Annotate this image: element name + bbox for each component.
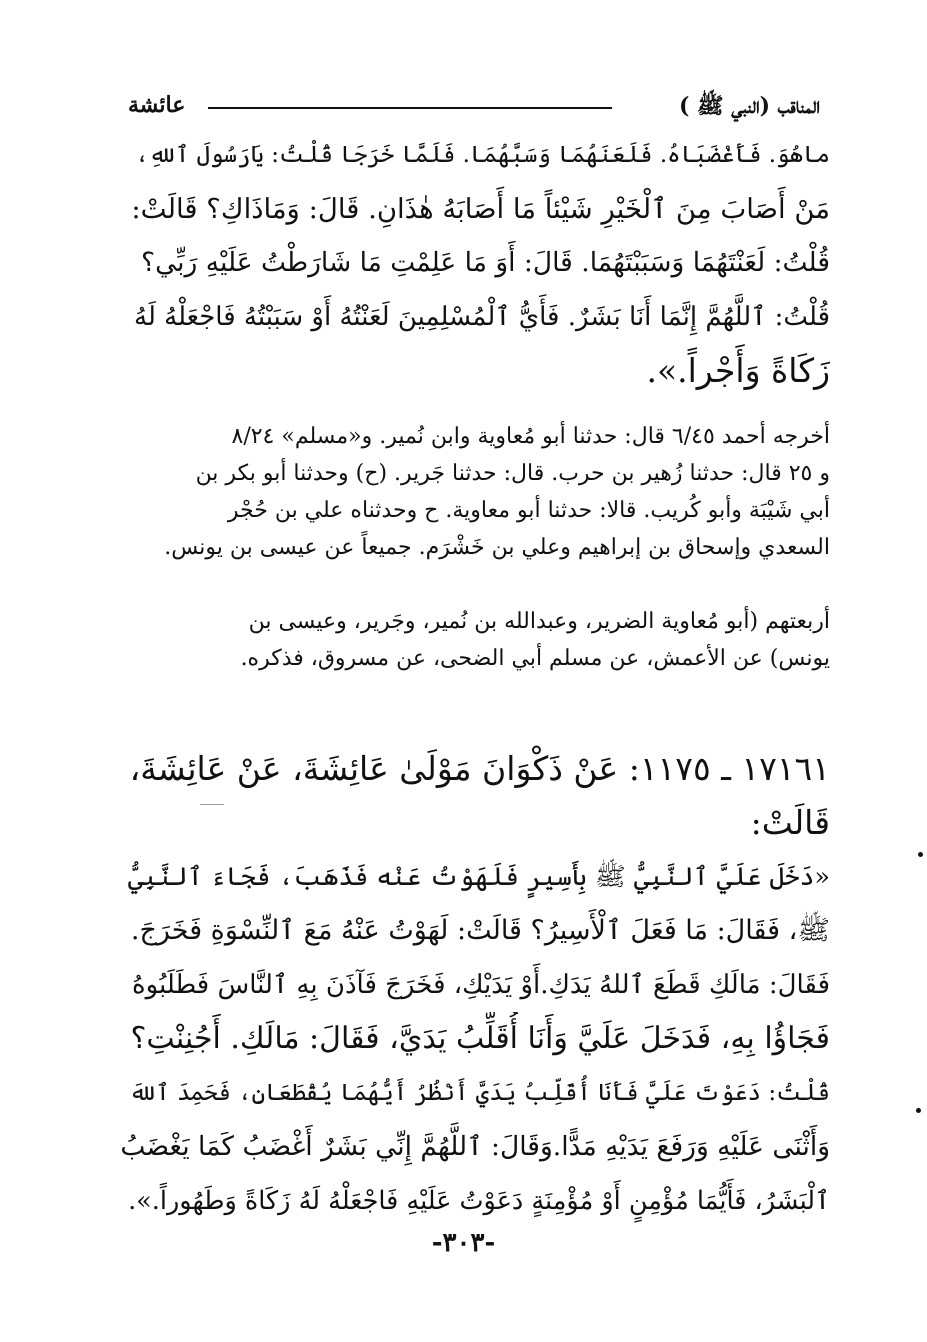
text-line: ماهُوَ. فَأَغْضَبَاهُ. فَلَعَنَهُمَا وَسَبَّهُمَا. فَلَمَّا خَرَجَا قُلْتُ: يَارَسُولَ ٱللهِ، bbox=[135, 142, 830, 168]
text-line: قُلْتُ: لَعَنْتَهُمَا وَسَبَبْتَهُمَا. قَالَ: أَوَ مَا عَلِمْتِ مَا شَارَطْتُ عَلَيْهِ رَبِّي؟ bbox=[141, 247, 830, 278]
text-line: مَنْ أَصَابَ مِنَ ٱلْخَيْرِ شَيْئاً مَا أَصَابَهُ هٰذَانِ. قَالَ: وَمَاذَاكِ؟ قَالَتْ: bbox=[131, 193, 830, 225]
text-line: زَكَاةً وَأَجْراً.». bbox=[646, 351, 830, 390]
hadith-number-line: ١٧١٦١ ـ ١١٧٥: عَنْ ذَكْوَانَ مَوْلَىٰ عَائِشَةَ، عَنْ عَائِشَةَ، bbox=[130, 749, 830, 788]
hadith-continued-text bbox=[130, 128, 830, 398]
text-line: أخرجه أحمد ٦/٤٥ قال: حدثنا أبو مُعاوية وابن نُمير. و«مسلم» ٨/٢٤ bbox=[231, 424, 830, 449]
header-book-section: المناقب (النبي ﷺ ) bbox=[678, 93, 820, 119]
text-line: وَأَثْنَى عَلَيْهِ وَرَفَعَ يَدَيْهِ مَدًّا.وَقَالَ: ٱللَّهُمَّ إِنِّي بَشَرٌ أَغْضَبُ كَمَا يَغْضَبُ bbox=[120, 1131, 830, 1162]
header-chapter-name: عائشة bbox=[128, 92, 186, 118]
scan-speck bbox=[918, 852, 923, 857]
page-number: -٣٠٣- bbox=[431, 1228, 496, 1258]
text-line: ٱلْبَشَرُ، فَأَيُّمَا مُؤْمِنٍ أَوْ مُؤْمِنَةٍ دَعَوْتُ عَلَيْهِ فَاجْعَلْهُ لَهُ زَكَاةً وَطَهُوراً.». bbox=[128, 1186, 830, 1216]
text-line: السعدي وإسحاق بن إبراهيم وعلي بن خَشْرَم. جميعاً عن عيسى بن يونس. bbox=[164, 535, 830, 560]
takhrij-paragraph-1 bbox=[132, 418, 830, 566]
scan-speck bbox=[200, 804, 224, 805]
takhrij-paragraph-2 bbox=[132, 603, 830, 677]
header-rule bbox=[208, 107, 612, 109]
text-line: قُلْتُ: ٱللَّهُمَّ إِنَّمَا أَنَا بَشَرٌ. فَأَيُّ ٱلْمُسْلِمِينَ لَعَنْتُهُ أَوْ سَبَبْتُهُ فَاجْعَلْهُ لَهُ bbox=[134, 302, 830, 332]
text-line: يونس) عن الأعمش، عن مسلم أبي الضحى، عن مسروق، فذكره. bbox=[240, 646, 830, 671]
text-line: فَجَاؤُا بِهِ، فَدَخَلَ عَلَيَّ وَأَنَا أُقَلِّبُ يَدَيَّ، فَقَالَ: مَالَكِ. أَجُنِنْتِ؟ bbox=[130, 1021, 830, 1056]
running-header bbox=[128, 92, 820, 122]
text-line: و ٢٥ قال: حدثنا زُهير بن حرب. قال: حدثنا جَرير. (ح) وحدثنا أبو بكر بن bbox=[195, 461, 830, 486]
scan-speck bbox=[916, 1108, 921, 1113]
hadith-body-text bbox=[120, 850, 830, 1228]
text-line: أبي شَيْبَة وأبو كُريب. قالا: حدثنا أبو معاوية. ح وحدثناه علي بن حُجْر bbox=[227, 498, 830, 523]
text-line: فَقَالَ: مَالَكِ قَطَعَ ٱللهُ يَدَكِ.أَوْ يَدَيْكِ، فَخَرَجَ فَآذَنَ بِهِ ٱلنَّاسَ فَطَلَبُوهُ bbox=[131, 970, 830, 1000]
text-line: قُلْتُ: دَعَوْتَ عَلَيَّ فَأَنَا أُقَلِّبُ يَدَيَّ أَنْظُرُ أَيُّهُمَا يُقْطَعَانِ، فَحَمِدَ ٱللهَ bbox=[129, 1080, 830, 1106]
text-line: ﷺ، فَقَالَ: مَا فَعَلَ ٱلْأَسِيرُ؟ قَالَتْ: لَهَوْتُ عَنْهُ مَعَ ٱلنِّسْوَةِ فَخَرَجَ. bbox=[130, 915, 830, 946]
text-line: «دَخَلَ عَلَيَّ ٱلنَّبِيُّ ﷺ بِأَسِيرٍ فَلَهَوْتُ عَنْه فَذَهَبَ، فَجَاءَ ٱلنَّبِيُّ bbox=[127, 862, 830, 892]
hadith-heading bbox=[130, 742, 830, 850]
text-line: أربعتهم (أبو مُعاوية الضرير، وعبدالله بن نُمير، وجَرير، وعيسى بن bbox=[248, 609, 830, 634]
text-line: قَالَتْ: bbox=[750, 803, 830, 842]
